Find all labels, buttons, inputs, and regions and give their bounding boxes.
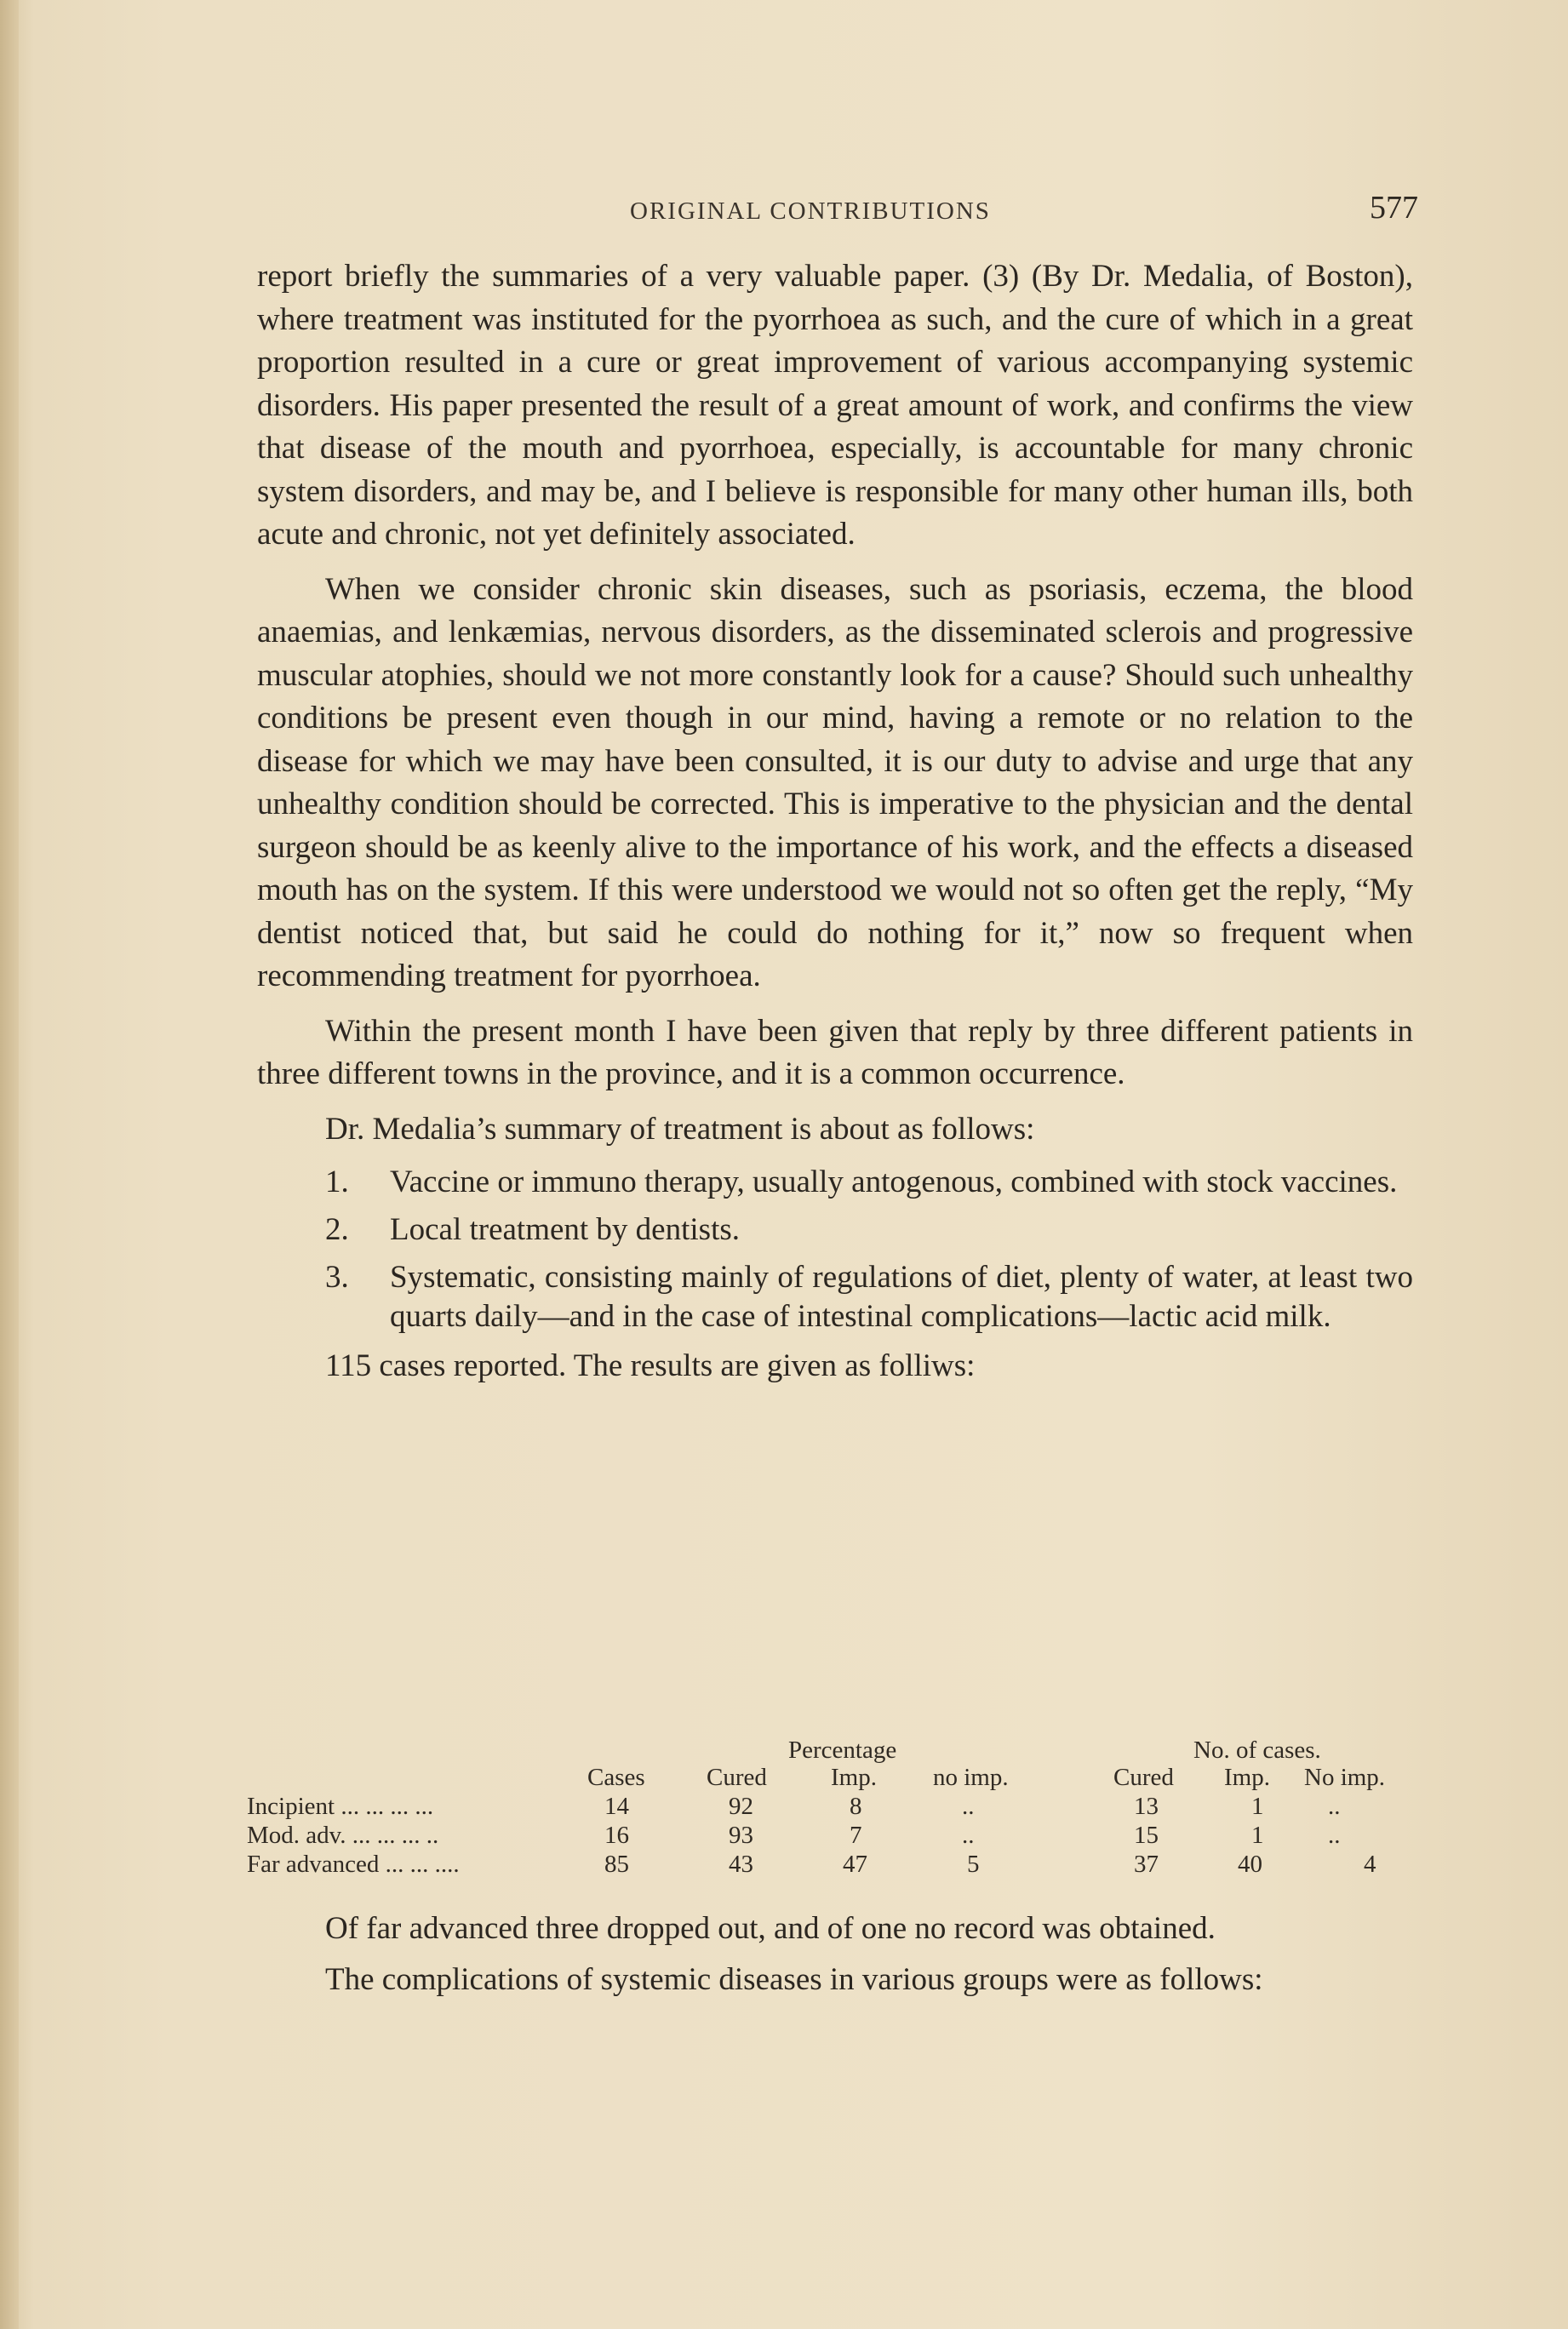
table-header-cases: Cases xyxy=(587,1764,645,1791)
table-cell: 16 xyxy=(604,1822,629,1849)
table-cell: 13 xyxy=(1134,1793,1159,1820)
results-intro: 115 cases reported. The results are given as folliws: xyxy=(325,1348,976,1383)
table-cell: 47 xyxy=(843,1851,867,1878)
list-item-number: 2. xyxy=(325,1212,349,1247)
page-binding-edge xyxy=(0,0,19,2329)
table-cell: 8 xyxy=(850,1793,862,1820)
paragraph-2: When we consider chronic skin diseases, such as psoriasis, eczema, the blood anaemias, and lenkæmias, nervous disorders, as the disseminated sclerois and progressive muscular atophies, should we not more constantly look for a cause? Should such unhealthy conditions be present even though in our mind, having a remote or no relation to the disease for which we may have been consulted, it is our duty to advise and urge that any unhealthy condition should be corrected. This is imperative to the physician and the dental surgeon should be as keenly alive to the importance of his work, and the effects a diseased mouth has on the system. If this were understood we would not so often get the reply, “My dentist noticed that, but said he could do nothing for it,” now so frequent when recommending treatment for pyorrhoea. xyxy=(257,571,1413,993)
page-header xyxy=(255,189,1418,232)
paragraph-1: report briefly the summaries of a very valuable paper. (3) (By Dr. Medalia, of Boston), where treatment was instituted for the pyorrhoea as such, and the cure of which in a great proportion resulted in a cure or great improvement of various accompanying systemic disorders. His paper presented the result of a great amount of work, and confirms the view that disease of the mouth and pyorrhoea, especially, is accountable for many chronic system disorders, and may be, and I believe is responsible for many other human ills, both acute and chronic, not yet definitely associated. xyxy=(257,259,1413,552)
table-cell: 1 xyxy=(1251,1793,1264,1820)
table-group-percentage: Percentage xyxy=(788,1737,897,1764)
closing-paragraph-2: The complications of systemic diseases in various groups were as follows: xyxy=(325,1962,1263,1997)
list-item-text: Local treatment by dentists. xyxy=(390,1212,740,1247)
table-cell: 4 xyxy=(1364,1851,1376,1878)
table-cell: 93 xyxy=(729,1822,753,1849)
list-item xyxy=(257,1163,1413,1202)
table-header-cured-count: Cured xyxy=(1113,1764,1174,1791)
table-cell: .. xyxy=(962,1822,975,1849)
table-cell: 92 xyxy=(729,1793,753,1820)
paragraph-4: Dr. Medalia’s summary of treatment is about as follows: xyxy=(325,1111,1035,1147)
table-cell: 40 xyxy=(1238,1851,1262,1878)
closing-paragraph-1: Of far advanced three dropped out, and of one no record was obtained. xyxy=(325,1911,1216,1946)
table-row-label: Incipient ... ... ... ... xyxy=(247,1793,434,1820)
table-header-imp-count: Imp. xyxy=(1224,1764,1270,1791)
list-item-number: 1. xyxy=(325,1164,349,1199)
page-number: 577 xyxy=(1370,190,1418,226)
body-text xyxy=(257,255,1413,1400)
results-table xyxy=(247,1737,1422,1898)
table-row-label: Mod. adv. ... ... ... .. xyxy=(247,1822,439,1849)
table-cell: 37 xyxy=(1134,1851,1159,1878)
running-head: ORIGINAL CONTRIBUTIONS xyxy=(630,197,991,225)
table-cell: 5 xyxy=(967,1851,980,1878)
list-item xyxy=(257,1258,1413,1336)
table-header-noimp-count: No imp. xyxy=(1304,1764,1386,1791)
table-cell: 43 xyxy=(729,1851,753,1878)
table-cell: 85 xyxy=(604,1851,629,1878)
table-cell: 14 xyxy=(604,1793,629,1820)
table-cell: 7 xyxy=(850,1822,862,1849)
table-cell: 15 xyxy=(1134,1822,1159,1849)
closing-text xyxy=(247,1907,1413,2009)
table-row-label: Far advanced ... ... .... xyxy=(247,1851,460,1878)
treatment-list xyxy=(257,1163,1413,1336)
list-item xyxy=(257,1210,1413,1250)
table-header-imp-pct: Imp. xyxy=(831,1764,877,1791)
paragraph-3: Within the present month I have been given that reply by three different patients in three different towns in the province, and it is a common occurrence. xyxy=(257,1013,1413,1091)
table-cell: .. xyxy=(1328,1793,1341,1820)
table-cell: 1 xyxy=(1251,1822,1264,1849)
table-group-cases: No. of cases. xyxy=(1193,1737,1321,1764)
table-cell: .. xyxy=(1328,1822,1341,1849)
table-cell: .. xyxy=(962,1793,975,1820)
list-item-text: Systematic, consisting mainly of regulations of diet, plenty of water, at least two quarts daily—and in the case of intestinal complications—lactic acid milk. xyxy=(390,1260,1413,1334)
table-header-noimp-pct: no imp. xyxy=(933,1764,1009,1791)
table-header-cured-pct: Cured xyxy=(707,1764,767,1791)
list-item-number: 3. xyxy=(325,1260,349,1295)
list-item-text: Vaccine or immuno therapy, usually antogenous, combined with stock vaccines. xyxy=(390,1164,1398,1199)
